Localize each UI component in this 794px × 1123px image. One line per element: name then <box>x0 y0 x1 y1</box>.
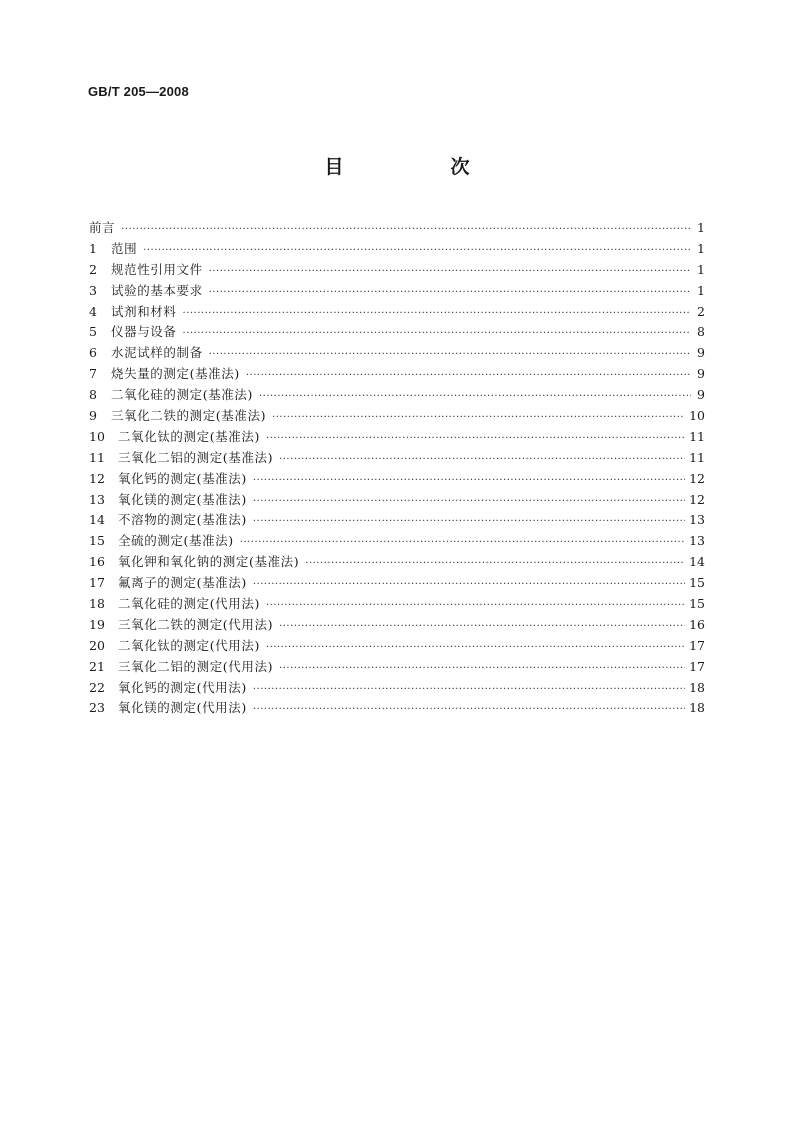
toc-entry-page: 13 <box>689 533 705 549</box>
toc-entry[interactable] <box>89 385 705 406</box>
toc-entry-number: 1 <box>89 240 97 256</box>
toc-entry-page: 13 <box>689 512 705 528</box>
toc-entry-number: 4 <box>89 303 97 319</box>
toc-entry-number: 18 <box>89 596 105 612</box>
toc-entry-number: 20 <box>89 637 105 653</box>
page-title: 目 次 <box>324 156 514 178</box>
dot-leader <box>253 471 685 492</box>
toc-entry-title: 全硫的测定(基准法) <box>118 533 234 549</box>
toc-entry-page: 2 <box>697 303 705 319</box>
toc-entry-title: 规范性引用文件 <box>111 261 203 277</box>
toc-entry[interactable] <box>89 552 705 573</box>
toc-entry-title: 二氧化硅的测定(代用法) <box>118 596 260 612</box>
dot-leader <box>209 262 691 283</box>
toc-entry-page: 18 <box>689 700 705 716</box>
toc-entry-number: 10 <box>89 428 105 444</box>
toc-entry-page: 1 <box>697 261 705 277</box>
toc-entry-page: 8 <box>697 324 705 340</box>
dot-leader <box>266 596 685 617</box>
toc-entry-title: 氧化钙的测定(代用法) <box>118 679 247 695</box>
toc-entry-page: 15 <box>689 575 705 591</box>
toc-entry[interactable] <box>89 427 705 448</box>
toc-entry-page: 1 <box>697 240 705 256</box>
toc-entry[interactable] <box>89 343 705 364</box>
toc-entry-number: 22 <box>89 679 105 695</box>
toc-entry[interactable] <box>89 322 705 343</box>
toc-entry-title: 二氧化硅的测定(基准法) <box>111 387 253 403</box>
toc-entry-title: 氟离子的测定(基准法) <box>118 575 247 591</box>
dot-leader <box>279 617 685 638</box>
toc-entry-page: 1 <box>697 220 705 235</box>
document-id: GB/T 205—2008 <box>88 84 189 99</box>
toc-entry[interactable] <box>89 364 705 385</box>
toc-entry-title: 水泥试样的制备 <box>111 345 203 361</box>
toc-entry-number: 13 <box>89 491 105 507</box>
toc-entry-number: 23 <box>89 700 105 716</box>
toc-entry-page: 17 <box>689 637 705 653</box>
toc-entry-title: 烧失量的测定(基准法) <box>111 366 240 382</box>
toc-entry-title: 范围 <box>111 240 138 256</box>
toc-entry-title: 前言 <box>89 220 116 235</box>
toc-entry-number: 2 <box>89 261 97 277</box>
toc-entry[interactable] <box>89 302 705 323</box>
toc-entry-title: 试剂和材料 <box>111 303 177 319</box>
toc-entry-title: 氧化镁的测定(基准法) <box>118 491 247 507</box>
toc-entry-title: 三氧化二铝的测定(代用法) <box>118 658 274 674</box>
toc-entry-title: 二氧化钛的测定(代用法) <box>118 637 260 653</box>
dot-leader <box>240 533 685 554</box>
toc-entry[interactable] <box>89 218 705 239</box>
toc-entry-page: 11 <box>689 428 705 444</box>
toc-entry-page: 9 <box>697 366 705 382</box>
toc-entry-number: 6 <box>89 345 97 361</box>
toc-entry-number: 21 <box>89 658 105 674</box>
toc-entry-number: 19 <box>89 616 105 632</box>
dot-leader <box>143 241 691 262</box>
dot-leader <box>253 492 685 513</box>
toc-entry-page: 17 <box>689 658 705 674</box>
dot-leader <box>253 512 685 533</box>
dot-leader <box>121 220 691 241</box>
toc-entry-number: 16 <box>89 554 105 570</box>
dot-leader <box>253 575 685 596</box>
table-of-contents <box>89 218 705 719</box>
toc-entry-number: 14 <box>89 512 105 528</box>
toc-entry-number: 17 <box>89 575 105 591</box>
toc-entry-page: 14 <box>689 554 705 570</box>
toc-entry-title: 三氧化二铁的测定(基准法) <box>111 408 267 424</box>
toc-entry-page: 10 <box>689 408 705 424</box>
toc-entry-number: 7 <box>89 366 97 382</box>
toc-entry-title: 氧化镁的测定(代用法) <box>118 700 247 716</box>
toc-entry[interactable] <box>89 636 705 657</box>
dot-leader <box>209 283 691 304</box>
toc-entry-title: 仪器与设备 <box>111 324 177 340</box>
toc-entry[interactable] <box>89 615 705 636</box>
toc-entry-number: 9 <box>89 408 97 424</box>
toc-entry-number: 5 <box>89 324 97 340</box>
dot-leader <box>266 429 685 450</box>
toc-entry-number: 3 <box>89 282 97 298</box>
toc-entry-title: 二氧化钛的测定(基准法) <box>118 428 260 444</box>
toc-entry-page: 9 <box>697 387 705 403</box>
dot-leader <box>253 700 685 721</box>
dot-leader <box>305 554 685 575</box>
toc-entry[interactable] <box>89 594 705 615</box>
dot-leader <box>183 324 691 345</box>
toc-entry-title: 三氧化二铁的测定(代用法) <box>118 616 274 632</box>
toc-entry-page: 18 <box>689 679 705 695</box>
toc-entry[interactable] <box>89 260 705 281</box>
toc-entry[interactable] <box>89 510 705 531</box>
toc-entry-title: 氧化钾和氧化钠的测定(基准法) <box>118 554 300 570</box>
toc-entry-page: 12 <box>689 470 705 486</box>
dot-leader <box>259 387 691 408</box>
dot-leader <box>266 638 685 659</box>
toc-entry-title: 三氧化二铝的测定(基准法) <box>118 449 274 465</box>
dot-leader <box>246 366 691 387</box>
toc-entry-title: 氧化钙的测定(基准法) <box>118 470 247 486</box>
dot-leader <box>209 345 691 366</box>
toc-entry-number: 12 <box>89 470 105 486</box>
toc-entry[interactable] <box>89 490 705 511</box>
toc-entry-page: 16 <box>689 616 705 632</box>
toc-entry-page: 12 <box>689 491 705 507</box>
toc-entry[interactable] <box>89 698 705 719</box>
toc-entry-page: 9 <box>697 345 705 361</box>
toc-entry[interactable] <box>89 281 705 302</box>
toc-entry[interactable] <box>89 531 705 552</box>
toc-entry[interactable] <box>89 678 705 699</box>
toc-entry-number: 15 <box>89 533 105 549</box>
toc-entry[interactable] <box>89 469 705 490</box>
toc-entry-title: 试验的基本要求 <box>111 282 203 298</box>
toc-entry-page: 15 <box>689 596 705 612</box>
toc-entry-page: 11 <box>689 449 705 465</box>
dot-leader <box>279 659 685 680</box>
dot-leader <box>253 680 685 701</box>
dot-leader <box>183 304 691 325</box>
toc-entry[interactable] <box>89 573 705 594</box>
toc-entry-number: 8 <box>89 387 97 403</box>
toc-entry-number: 11 <box>89 449 105 465</box>
dot-leader <box>279 450 685 471</box>
toc-entry[interactable] <box>89 657 705 678</box>
toc-entry[interactable] <box>89 406 705 427</box>
dot-leader <box>272 408 685 429</box>
toc-entry-page: 1 <box>697 282 705 298</box>
toc-entry[interactable] <box>89 239 705 260</box>
toc-entry[interactable] <box>89 448 705 469</box>
toc-entry-title: 不溶物的测定(基准法) <box>118 512 247 528</box>
